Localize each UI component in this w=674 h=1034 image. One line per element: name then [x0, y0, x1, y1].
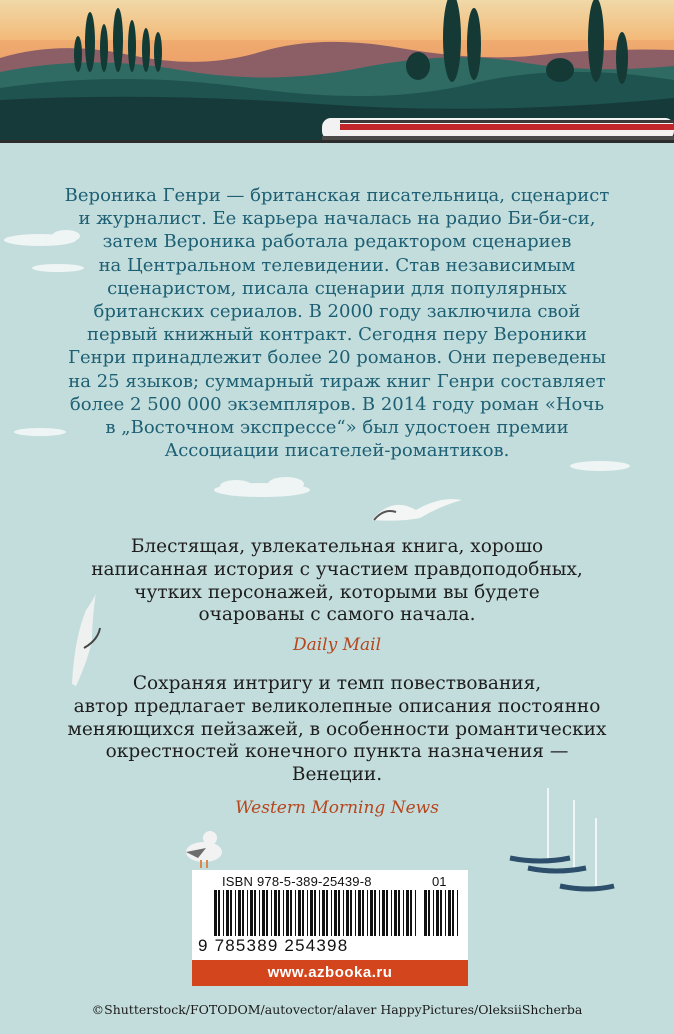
- barcode-bar: [358, 890, 361, 936]
- barcode-bar: [259, 890, 260, 936]
- quote-line: Блестящая, увлекательная книга, хорошо: [130, 536, 544, 557]
- barcode-bar: [266, 890, 268, 936]
- barcode-bar: [391, 890, 392, 936]
- isbn-supplement: 01: [432, 874, 447, 889]
- review-quote-western-morning-news: [60, 673, 614, 787]
- barcode-bar: [271, 890, 272, 936]
- bio-line: Ассоциации писателей-романтиков.: [164, 440, 510, 462]
- barcode-bar: [235, 890, 236, 936]
- barcode-bar: [218, 890, 220, 936]
- bio-line: Генри принадлежит более 20 романов. Они переведены: [68, 347, 606, 369]
- barcode-bar: [448, 890, 451, 936]
- quote-line: очарованы с самого начала.: [198, 604, 476, 626]
- barcode-bar: [440, 890, 442, 936]
- barcode-bar: [394, 890, 397, 936]
- barcode-bar: [355, 890, 356, 936]
- review-source-daily-mail: Daily Mail: [292, 635, 382, 655]
- barcode-bar: [403, 890, 404, 936]
- bio-line: и журналист. Ее карьера началась на радио Би-би-си,: [78, 208, 596, 230]
- bio-line: Вероника Генри — британская писательница, сценарист: [64, 185, 610, 206]
- barcode-bar: [247, 890, 248, 936]
- barcode-bar: [415, 890, 416, 936]
- quote-line: автор предлагает великолепные описания постоянно: [73, 695, 601, 717]
- barcode-bar: [346, 890, 349, 936]
- barcode-bar: [398, 890, 400, 936]
- barcode-bar: [326, 890, 328, 936]
- quote-line: Сохраняя интригу и темп повествования,: [132, 673, 542, 694]
- author-biography: [40, 184, 634, 462]
- barcode-bar: [382, 890, 385, 936]
- review-quote-daily-mail: [60, 536, 614, 627]
- bio-line: на 25 языков; суммарный тираж книг Генри составляет: [68, 370, 606, 392]
- quote-line: окрестностей конечного пункта назначения —: [105, 741, 569, 763]
- barcode-bar: [223, 890, 224, 936]
- barcode-bar: [370, 890, 373, 936]
- seagull-flying-right: [372, 499, 462, 521]
- review-source-western-morning-news: Western Morning News: [235, 798, 439, 818]
- bio-line: более 2 500 000 экземпляров. В 2014 году роман «Ночь: [69, 393, 605, 415]
- barcode-bar: [290, 890, 292, 936]
- isbn-number: ISBN 978-5-389-25439-8: [222, 874, 372, 889]
- quote-line: чутких персонажей, которыми вы будете: [134, 581, 540, 603]
- barcode-bar: [322, 890, 325, 936]
- barcode-bar: [445, 890, 446, 936]
- barcode-bar: [331, 890, 332, 936]
- barcode-bar: [362, 890, 364, 936]
- publisher-url: www.azbooka.ru: [192, 960, 468, 986]
- bio-line: первый книжный контракт. Сегодня перу Вероники: [87, 324, 587, 346]
- train-illustration: [322, 118, 674, 140]
- barcode-bar: [226, 890, 229, 936]
- barcode-bars: [214, 890, 444, 936]
- barcode-bar: [214, 890, 217, 936]
- railway: [0, 140, 674, 143]
- bio-line: сценаристом, писала сценарии для популярных: [107, 277, 567, 299]
- barcode-bar: [436, 890, 439, 936]
- barcode-bar: [262, 890, 265, 936]
- barcode-bar: [457, 890, 458, 936]
- bio-line: в „Восточном экспрессе“» был удостоен премии: [105, 417, 569, 439]
- barcode-bar: [274, 890, 277, 936]
- barcode-bar: [452, 890, 454, 936]
- barcode-bar: [302, 890, 304, 936]
- barcode-bar: [338, 890, 340, 936]
- barcode-bar: [406, 890, 409, 936]
- barcode-supplement-bars: [424, 890, 464, 936]
- barcode-bar: [298, 890, 301, 936]
- barcode-bar: [242, 890, 244, 936]
- seagull-standing: [186, 831, 222, 868]
- barcode-bar: [254, 890, 256, 936]
- image-credits: ©Shutterstock/FOTODOM/autovector/alaver HappyPictures/OleksiiShcherba: [91, 1002, 583, 1017]
- barcode-bar: [278, 890, 280, 936]
- quote-line: написанная история с участием правдоподобных,: [91, 558, 583, 580]
- barcode-bar: [350, 890, 352, 936]
- barcode-bar: [428, 890, 430, 936]
- barcode-bar: [238, 890, 241, 936]
- barcode-bar: [310, 890, 313, 936]
- barcode-bar: [343, 890, 344, 936]
- quote-line: Венеции.: [291, 764, 383, 786]
- barcode-bar: [334, 890, 337, 936]
- bio-line: затем Вероника работала редактором сценариев: [102, 231, 572, 253]
- barcode-bar: [433, 890, 434, 936]
- barcode-bar: [367, 890, 368, 936]
- barcode-bar: [286, 890, 289, 936]
- barcode-bar: [424, 890, 427, 936]
- barcode-bar: [283, 890, 284, 936]
- barcode-bar: [314, 890, 316, 936]
- barcode-bar: [379, 890, 380, 936]
- barcode-bar: [250, 890, 253, 936]
- barcode-bar: [386, 890, 388, 936]
- barcode-bar: [319, 890, 320, 936]
- barcode-bar: [307, 890, 308, 936]
- barcode-bar: [374, 890, 376, 936]
- barcode-bar: [410, 890, 412, 936]
- barcode-bar: [295, 890, 296, 936]
- barcode-digits: 9 785389 254398: [198, 936, 349, 955]
- quote-line: меняющихся пейзажей, в особенности романтических: [67, 718, 607, 740]
- bio-line: британских сериалов. В 2000 году заключила свой: [93, 301, 581, 323]
- bio-line: на Центральном телевидении. Став независимым: [98, 254, 576, 276]
- isbn-barcode: [192, 870, 468, 960]
- barcode-bar: [230, 890, 232, 936]
